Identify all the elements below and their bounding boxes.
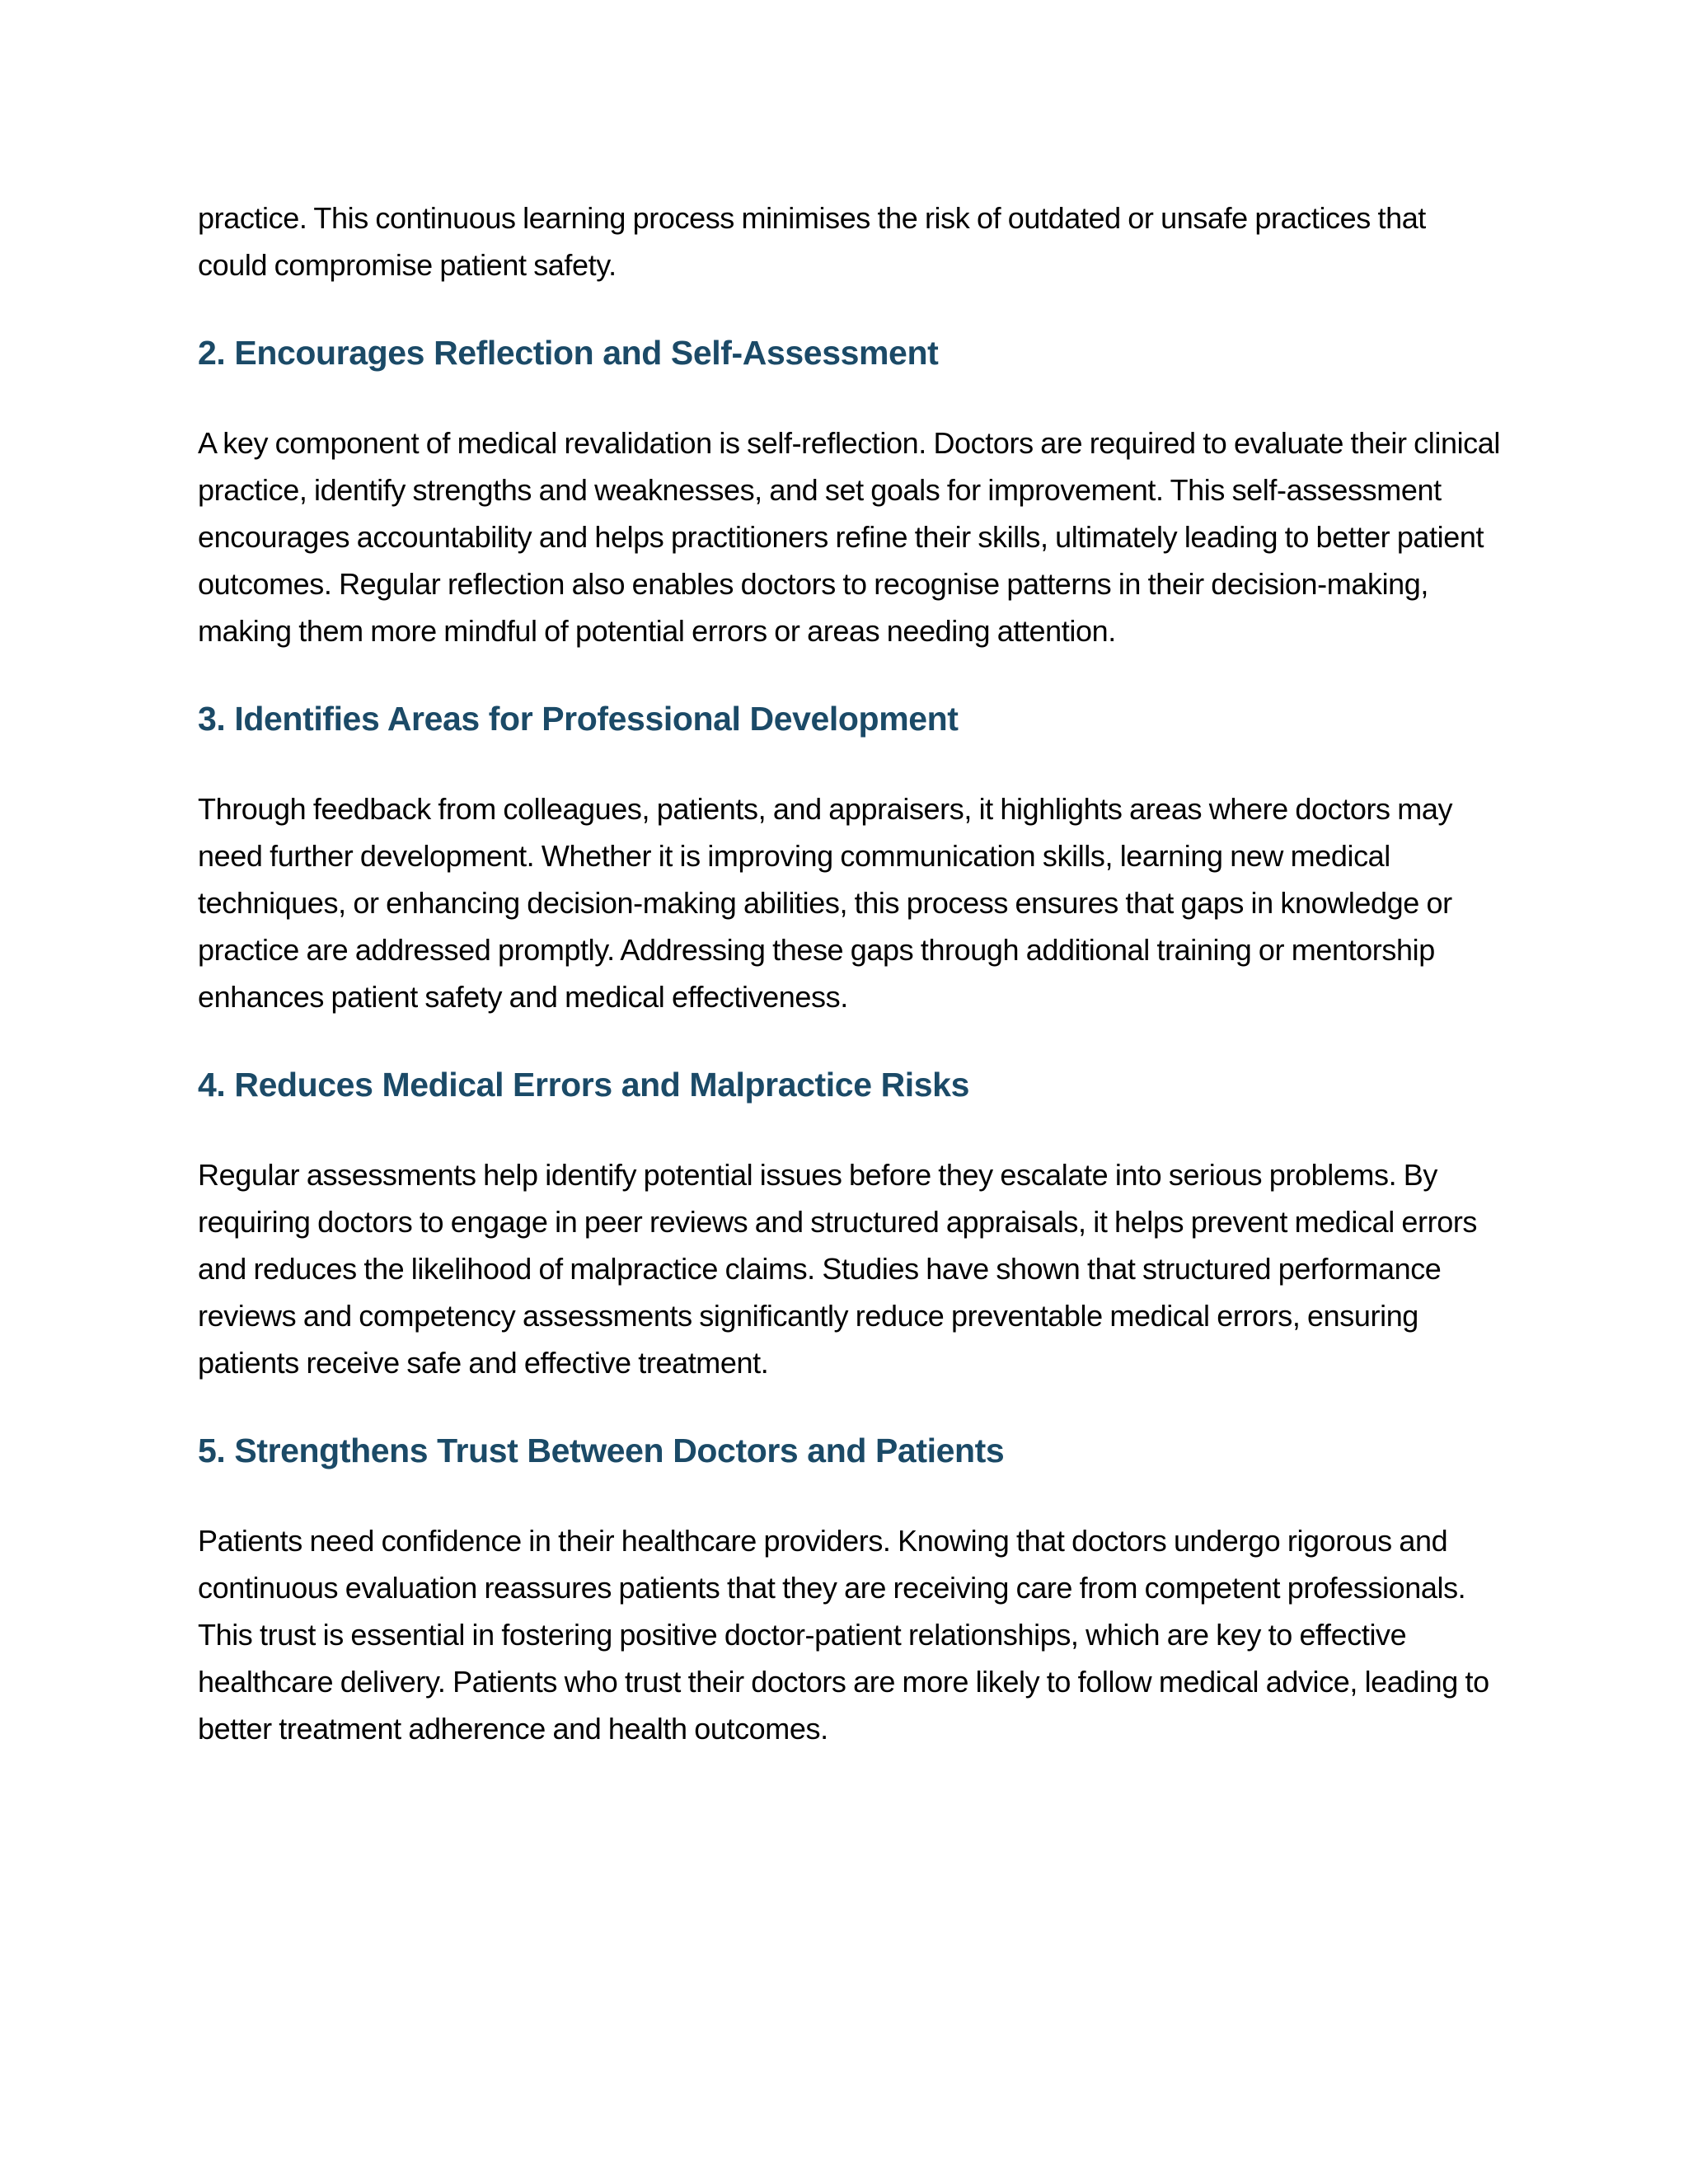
intro-paragraph: practice. This continuous learning process minimises the risk of outdated or unsafe practices that could compromise patient safety. [198,201,1426,282]
spacer [198,1108,1500,1151]
document-page [198,194,1500,1752]
section-heading: 4. Reduces Medical Errors and Malpractice Risks [198,1066,969,1104]
spacer [198,377,1500,419]
section-paragraph: Through feedback from colleagues, patients, and appraisers, it highlights areas where doctors may need further development. Whether it is improving communication skills, learning new medical techniques, or enhancing decision-making abilities, this process ensures that gaps in knowledge or practice are addressed promptly. Addressing these gaps through additional training or mentorship enhances patient safety and medical effectiveness. [198,792,1453,1014]
spacer [198,288,1500,330]
spacer [198,743,1500,785]
section-paragraph: Regular assessments help identify potential issues before they escalate into serious problems. By requiring doctors to engage in peer reviews and structured appraisals, it helps prevent medical errors and reduces the likelihood of malpractice claims. Studies have shown that structured performance reviews and competency assessments significantly reduce preventable medical errors, ensuring patients receive safe and effective treatment. [198,1158,1478,1380]
spacer [198,1386,1500,1427]
section-heading: 3. Identifies Areas for Professional Development [198,700,959,738]
section-heading: 5. Strengthens Trust Between Doctors and Patients [198,1432,1005,1469]
spacer [198,1020,1500,1062]
section-paragraph: Patients need confidence in their healthcare providers. Knowing that doctors undergo rigorous and continuous evaluation reassures patients that they are receiving care from competent professionals. This trust is essential in fostering positive doctor-patient relationships, which are key to effective healthcare delivery. Patients who trust their doctors are more likely to follow medical advice, leading to better treatment adherence and health outcomes. [198,1524,1489,1746]
section-paragraph: A key component of medical revalidation is self-reflection. Doctors are required to evaluate their clinical practice, identify strengths and weaknesses, and set goals for improvement. This self-assessment encourages accountability and helps practitioners refine their skills, ultimately leading to better patient outcomes. Regular reflection also enables doctors to recognise patterns in their decision-making, making them more mindful of potential errors or areas needing attention. [198,426,1501,648]
spacer [198,1474,1500,1517]
section-heading: 2. Encourages Reflection and Self-Assessment [198,334,939,372]
spacer [198,654,1500,696]
